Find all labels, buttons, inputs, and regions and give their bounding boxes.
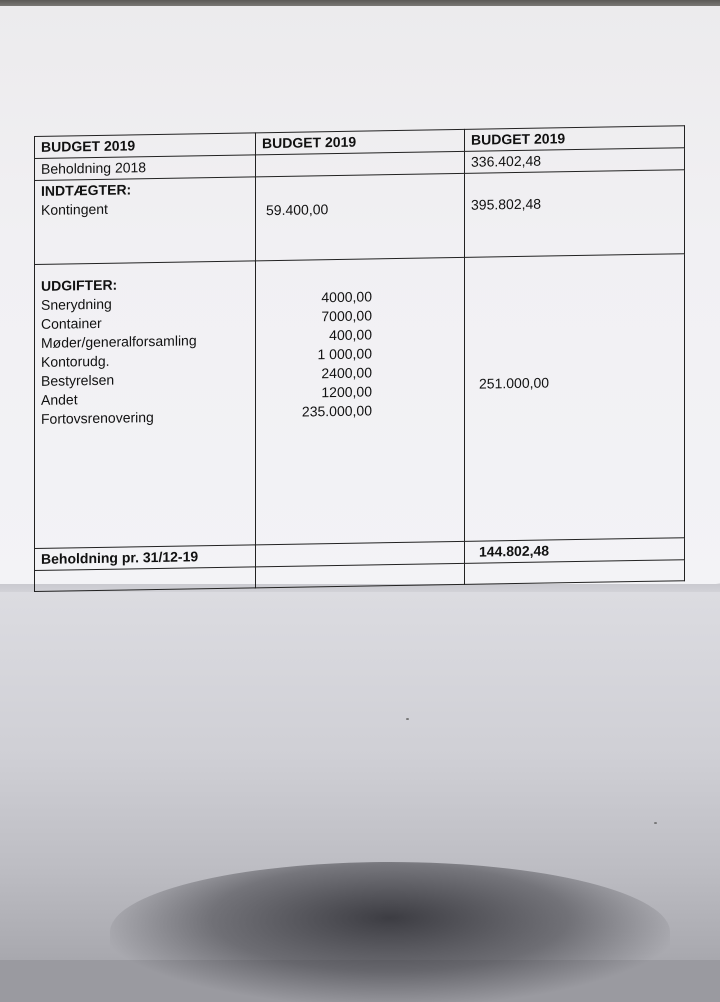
expense-label: Fortovsrenovering bbox=[41, 409, 154, 427]
expense-amount: 1200,00 bbox=[321, 383, 372, 401]
expense-amounts-cell bbox=[256, 257, 465, 544]
closing-balance-label: Beholdning pr. 31/12-19 bbox=[35, 545, 256, 571]
expenses-row bbox=[35, 254, 685, 549]
empty-cell bbox=[256, 563, 465, 587]
expense-label: Andet bbox=[41, 391, 78, 408]
paper-speck bbox=[654, 822, 657, 824]
expense-total: 251.000,00 bbox=[465, 254, 685, 542]
expense-label: Bestyrelsen bbox=[41, 371, 115, 389]
expense-amount: 7000,00 bbox=[321, 307, 372, 325]
expense-amount: 400,00 bbox=[329, 326, 372, 344]
empty-cell bbox=[465, 560, 685, 585]
expense-label: Container bbox=[41, 314, 102, 332]
budget-document bbox=[34, 125, 694, 567]
expense-label: Møder/generalforsamling bbox=[41, 332, 197, 351]
income-heading: INDTÆGTER: bbox=[41, 181, 132, 199]
expense-label: Kontorudg. bbox=[41, 352, 110, 370]
expense-label: Snerydning bbox=[41, 295, 112, 313]
closing-balance-value: 144.802,48 bbox=[465, 538, 685, 564]
income-row bbox=[35, 170, 685, 265]
opening-balance-label: Beholdning 2018 bbox=[35, 155, 256, 181]
income-item-label: Kontingent bbox=[41, 200, 108, 218]
budget-table bbox=[34, 125, 685, 592]
paper-speck bbox=[406, 718, 409, 720]
income-cell bbox=[35, 177, 256, 265]
empty-cell bbox=[35, 567, 256, 592]
camera-shadow bbox=[110, 862, 670, 1002]
opening-balance-value: 336.402,48 bbox=[465, 148, 685, 174]
header-cell-3: BUDGET 2019 bbox=[465, 126, 685, 152]
income-total: 395.802,48 bbox=[465, 170, 685, 258]
expense-amount: 4000,00 bbox=[321, 288, 372, 306]
expense-amount: 2400,00 bbox=[321, 364, 372, 382]
expense-heading: UDGIFTER: bbox=[41, 276, 118, 294]
header-cell-2: BUDGET 2019 bbox=[256, 129, 465, 154]
expense-labels-cell bbox=[35, 261, 256, 549]
expense-amount: 235.000,00 bbox=[301, 402, 372, 420]
income-amount: 59.400,00 bbox=[256, 173, 465, 260]
expense-amount: 1 000,00 bbox=[317, 345, 372, 363]
header-cell-1: BUDGET 2019 bbox=[35, 133, 256, 159]
